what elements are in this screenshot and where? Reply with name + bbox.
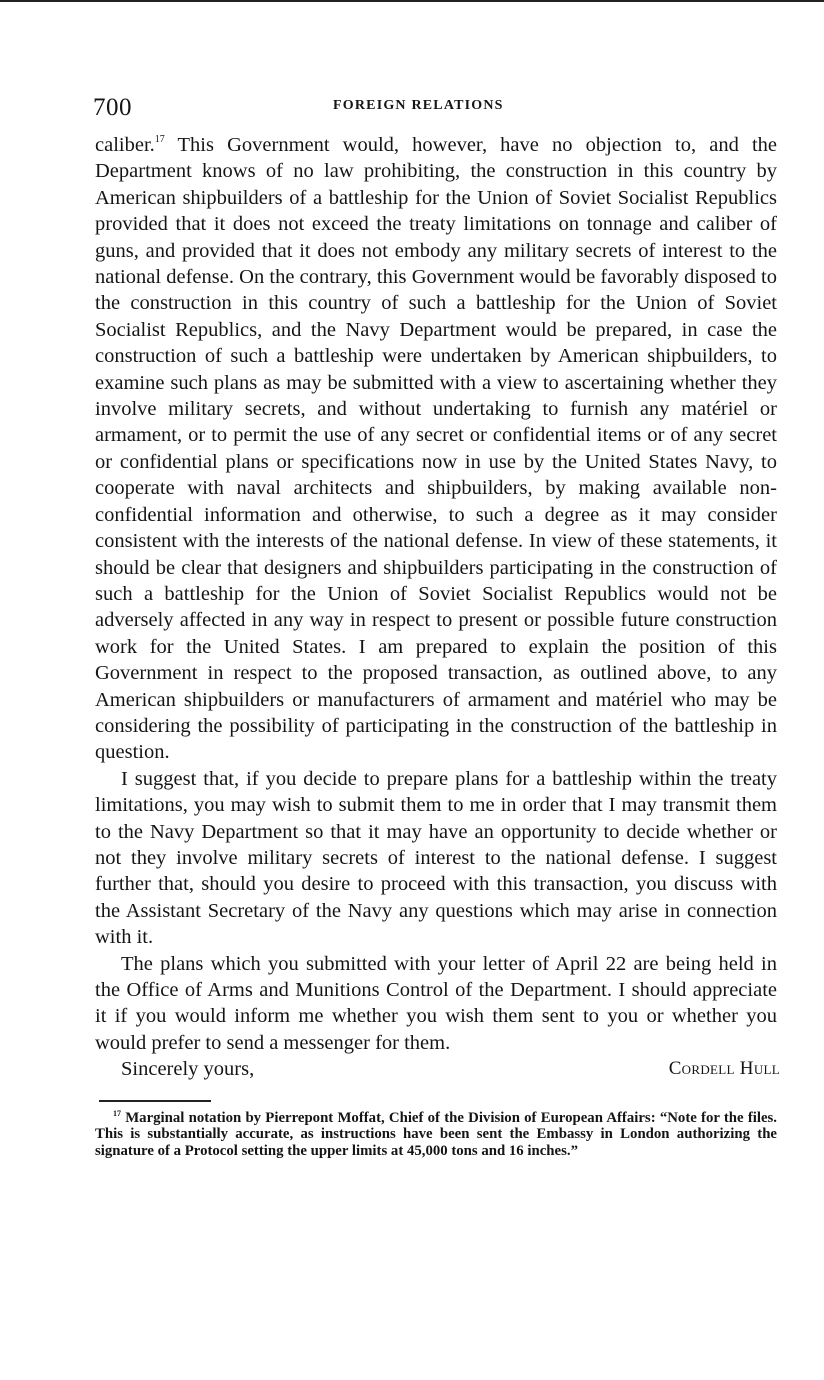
signature: Cordell Hull — [668, 1058, 780, 1080]
paragraph-3: The plans which you submitted with your letter of April 22 are being held in the Office of Arms and Munitions Control of the Department. I should appreciate it if you would inform me whether you wish them sent to you or whether you would prefer to send a messenger for them. — [95, 952, 777, 1054]
footnote-marker: 17 — [113, 1108, 121, 1118]
letter-closing — [95, 1056, 780, 1086]
footnote-17 — [95, 1110, 777, 1160]
document-page — [93, 92, 780, 1160]
footnote-text: Marginal notation by Pierrepont Moffat, Chief of the Division of European Affairs: “Note for the files. This is substantially accurate, as instructions have been sent the Embassy in London authorizing the signature of a Protocol setting the upper limits at 45,000 tons and 16 inches.” — [95, 1109, 777, 1159]
paragraph-1 — [95, 132, 777, 766]
page-number: 700 — [93, 94, 132, 121]
page-header — [95, 92, 777, 132]
running-head: FOREIGN RELATIONS — [333, 98, 504, 113]
footnote-divider — [99, 1100, 211, 1102]
paragraph-2: I suggest that, if you decide to prepare plans for a battleship within the treaty limitations, you may wish to submit them to me in order that I may transmit them to the Navy Department so that it may have an opportunity to decide whether or not they involve military secrets of interest to the national defense. I suggest further that, should you desire to proceed with this transaction, you discuss with the Assistant Secretary of the Navy any questions which may arise in connection with it. — [95, 767, 777, 949]
paragraph-1-start: caliber. — [95, 134, 155, 156]
paragraph-1-text: This Government would, however, have no objection to, and the Department knows of no law prohibiting, the construction in this country by American shipbuilders of a battleship for the Union of Soviet Socialist Republics provided that it does not exceed the treaty limitations on tonnage and caliber of guns, and provided that it does not embody any military secrets of interest to the national defense. On the contrary, this Government would be favorably disposed to the construction in this country of such a battleship for the Union of Soviet Socialist Republics, and the Navy Department would be prepared, in case the construction of such a battleship were undertaken by American shipbuilders, to examine such plans as may be submitted with a view to ascertaining whether they involve military secrets, and without undertaking to furnish any matériel or armament, or to permit the use of any secret or confidential items or of any secret or confidential plans or specifications now in use by the United States Navy, to cooperate with naval architects and shipbuilders, by making available non-confidential information and otherwise, to such a degree as it may consider consistent with the interests of the national defense. In view of these statements, it should be clear that designers and shipbuilders participating in the construction of such a battleship for the Union of Soviet Socialist Republics would not be adversely affected in any way in respect to present or possible future construction work for the United States. I am prepared to explain the position of this Government in respect to the proposed transaction, as outlined above, to any American shipbuilders or manufacturers of armament and matériel who may be considering the possibility of participating in the construction of the battleship in question. — [95, 134, 777, 764]
letter-body — [95, 132, 777, 1056]
footnote-reference-17: 17 — [154, 134, 165, 145]
complimentary-close: Sincerely yours, — [121, 1058, 255, 1081]
page-top-border — [0, 0, 824, 2]
